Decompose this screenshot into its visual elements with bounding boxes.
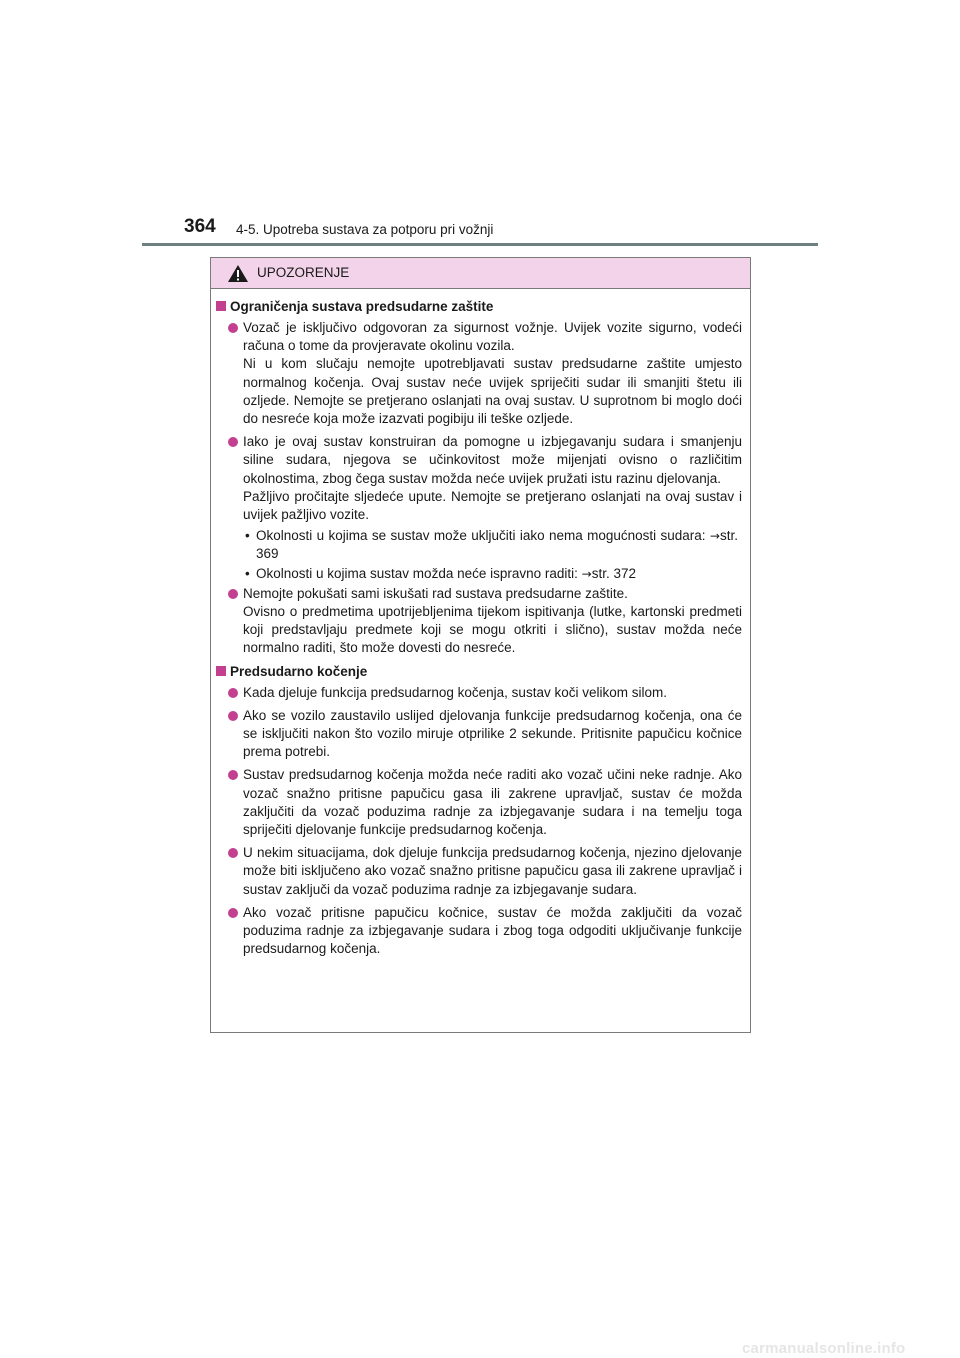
list-item (215, 844, 742, 899)
circle-bullet-icon (228, 589, 238, 599)
square-bullet-icon (216, 301, 226, 311)
small-bullet-icon: • (245, 565, 250, 581)
page-reference[interactable]: str. 369 (256, 528, 738, 562)
list-item (215, 707, 742, 762)
item-paragraph: Pažljivo pročitajte sljedeće upute. Nemojte se pretjerano oslanjati na ovaj sustav i uvijek pažljivo vozite. (243, 488, 742, 523)
warning-title: UPOZORENJE (257, 265, 350, 280)
sub-item (215, 527, 742, 563)
circle-bullet-icon (228, 908, 238, 918)
circle-bullet-icon (228, 848, 238, 858)
page-reference[interactable]: str. 372 (591, 565, 636, 581)
section-heading (215, 663, 742, 681)
arrow-right-icon: → (709, 529, 720, 544)
item-paragraph: Ako vozač pritisne papučicu kočnice, sustav će možda zaključiti da vozač poduzima radnje za izbjegavanje sudara i zbog toga odgoditi uključivanje funkcije predsudarnog kočenja. (243, 904, 742, 957)
watermark: carmanualsonline.info (742, 1340, 906, 1357)
page-header (184, 216, 824, 246)
item-paragraph: Ako se vozilo zaustavilo uslijed djelovanja funkcije predsudarnog kočenja, ona će se isključiti nakon što vozilo miruje otprilike 2 sekunde. Pritisnite papučicu kočnice prema potrebi. (243, 707, 742, 760)
page-number: 364 (184, 216, 216, 237)
item-paragraph: Ni u kom slučaju nemojte upotrebljavati sustav predsudarne zaštite umjesto normalnog kočenja. Ovaj sustav neće uvijek spriječiti sudar ili smanjiti štetu ili ozljede. Nemojte se pretjerano oslanjati na ovaj sustav. U suprotnom bi moglo doći do nesreće koja može izazvati pogibiju ili teške ozljede. (243, 356, 742, 427)
item-paragraph: Nemojte pokušati sami iskušati rad sustava predsudarne zaštite. (243, 585, 628, 601)
circle-bullet-icon (228, 323, 238, 333)
warning-header (211, 258, 750, 289)
item-paragraph: Iako je ovaj sustav konstruiran da pomogne u izbjegavanju sudara i smanjenju siline sudara, njegova se učinkovitost može mijenjati ovisno o različitim okolnostima, zbog čega sustav možda neće uvijek pružati istu razinu djelovanja. (243, 434, 742, 486)
warning-triangle-icon (227, 264, 249, 283)
item-paragraph: Vozač je isključivo odgovoran za sigurnost vožnje. Uvijek vozite sigurno, vodeći računa o tome da provjeravate okolinu vozila. (243, 320, 742, 354)
list-item (215, 684, 742, 702)
list-item (215, 904, 742, 959)
sub-item-text: Okolnosti u kojima sustav možda neće ispravno raditi: →str. 372 (256, 565, 636, 581)
sub-item (215, 565, 742, 583)
list-item (215, 319, 742, 428)
section-heading (215, 298, 742, 316)
section-title: 4-5. Upotreba sustava za potporu pri vožnji (236, 222, 494, 237)
item-paragraph: U nekim situacijama, dok djeluje funkcija predsudarnog kočenja, njezino djelovanje može biti isključeno ako vozač snažno pritisne papučicu gasa ili zakrene upravljač i sustav zaključi da vozač poduzima radnje za izbjegavanje sudara. (243, 845, 742, 897)
warning-body (211, 298, 750, 964)
item-paragraph: Kada djeluje funkcija predsudarnog kočenja, sustav koči velikom silom. (243, 684, 667, 700)
header-rule (142, 243, 818, 246)
sub-item-text: Okolnosti u kojima se sustav može uključiti iako nema mogućnosti sudara: →str. 369 (256, 528, 738, 562)
square-bullet-icon (216, 666, 226, 676)
circle-bullet-icon (228, 770, 238, 780)
item-paragraph: Ovisno o predmetima upotrijebljenima tijekom ispitivanja (lutke, kartonski predmeti koji predstavljaju predmete koji se mogu otkriti i slično), sustav možda neće normalno raditi, što može dovesti do nesreće. (243, 604, 742, 656)
circle-bullet-icon (228, 711, 238, 721)
list-item (215, 433, 742, 524)
list-item (215, 766, 742, 839)
item-paragraph: Sustav predsudarnog kočenja možda neće raditi ako vozač učini neke radnje. Ako vozač snažno pritisne papučicu gasa ili zakrene upravljač, sustav će možda zaključiti da vozač poduzima radnje za izbjegavanje sudara i na temelju toga spriječiti djelovanje funkcije predsudarnog kočenja. (243, 767, 742, 838)
section-heading-text: Predsudarno kočenje (230, 663, 368, 679)
circle-bullet-icon (228, 688, 238, 698)
small-bullet-icon: • (245, 528, 250, 544)
warning-box (210, 257, 751, 1033)
circle-bullet-icon (228, 437, 238, 447)
section-heading-text: Ograničenja sustava predsudarne zaštite (230, 299, 494, 314)
arrow-right-icon: → (581, 566, 592, 581)
list-item (215, 585, 742, 658)
